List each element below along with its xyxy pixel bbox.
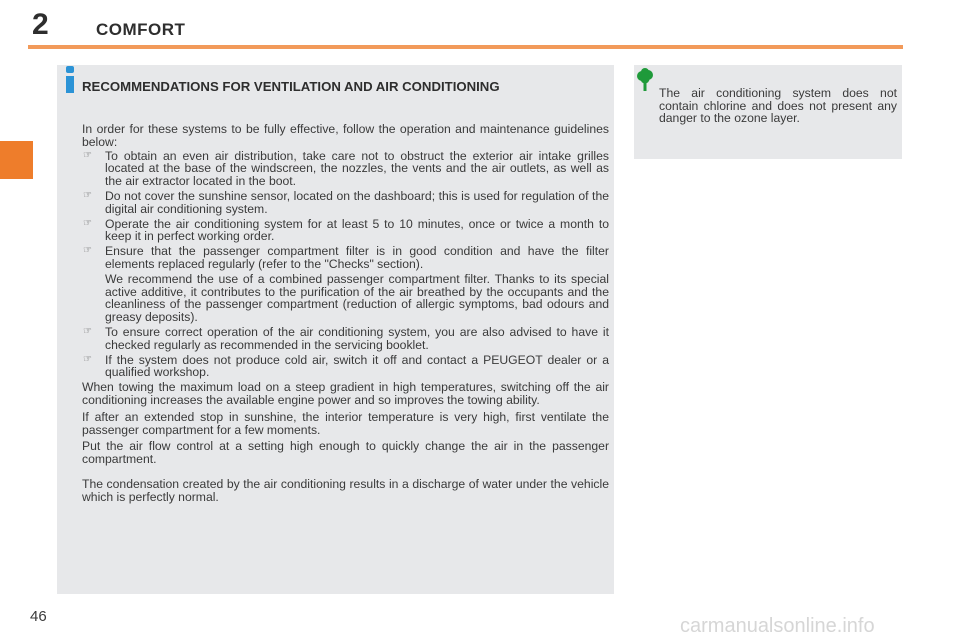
list-item: ☞ To obtain an even air distribution, take care not to obstruct the exterior air intake grilles located at the base of the windscreen, the nozzles, the vents and the air outlets, as well as the air extractor located in the boot. [83, 148, 609, 189]
pointing-hand-icon: ☞ [83, 245, 92, 257]
page-number: 46 [30, 608, 47, 625]
chapter-number: 2 [32, 8, 49, 41]
recommendations-body [82, 123, 609, 505]
section-title: RECOMMENDATIONS FOR VENTILATION AND AIR CONDITIONING [82, 79, 500, 94]
pointing-hand-icon: ☞ [83, 325, 92, 337]
pointing-hand-icon: ☞ [83, 353, 92, 365]
list-item: ☞ Do not cover the sunshine sensor, located on the dashboard; this is used for regulation of the digital air conditioning system. [83, 188, 609, 216]
list-item: ☞ To ensure correct operation of the air conditioning system, you are also advised to have it checked regularly as recommended in the servicing booklet. [83, 324, 609, 352]
intro-paragraph: In order for these systems to be fully effective, follow the operation and maintenance guidelines below: [82, 122, 609, 149]
header-divider [28, 45, 903, 49]
airflow-paragraph: Put the air flow control at a setting high enough to quickly change the air in the passenger compartment. [82, 439, 609, 467]
guideline-list-2 [82, 326, 609, 379]
list-item: ☞ Operate the air conditioning system for at least 5 to 10 minutes, once or twice a month to keep it in perfect working order. [83, 216, 609, 244]
tree-icon [636, 68, 654, 92]
watermark: carmanualsonline.info [680, 615, 875, 637]
list-item: ☞ Ensure that the passenger compartment filter is in good condition and have the filter elements replaced regularly (refer to the "Checks" section). [83, 244, 609, 271]
chapter-title: COMFORT [96, 20, 186, 39]
info-icon [64, 66, 76, 94]
pointing-hand-icon: ☞ [83, 189, 92, 201]
filter-note: We recommend the use of a combined passenger compartment filter. Thanks to its special active additive, it contributes to the purification of the air breathed by the occupants and the cleanliness of the passenger compartment (reduction of allergic symptoms, bad odours and greasy deposits). [105, 271, 609, 325]
sunshine-paragraph: If after an extended stop in sunshine, the interior temperature is very high, first ventilate the passenger compartment for a few moments. [82, 409, 609, 437]
condensation-paragraph: The condensation created by the air conditioning results in a discharge of water under the vehicle which is perfectly normal. [82, 476, 609, 504]
list-item: ☞ If the system does not produce cold air, switch it off and contact a PEUGEOT dealer or a qualified workshop. [83, 352, 609, 380]
towing-paragraph: When towing the maximum load on a steep gradient in high temperatures, switching off the air conditioning increases the available engine power and so improves the towing ability. [82, 380, 609, 407]
environment-note: The air conditioning system does not contain chlorine and does not present any danger to the ozone layer. [659, 86, 897, 126]
pointing-hand-icon: ☞ [83, 149, 92, 161]
guideline-list [82, 150, 609, 271]
pointing-hand-icon: ☞ [83, 217, 92, 229]
chapter-tab [0, 141, 33, 179]
